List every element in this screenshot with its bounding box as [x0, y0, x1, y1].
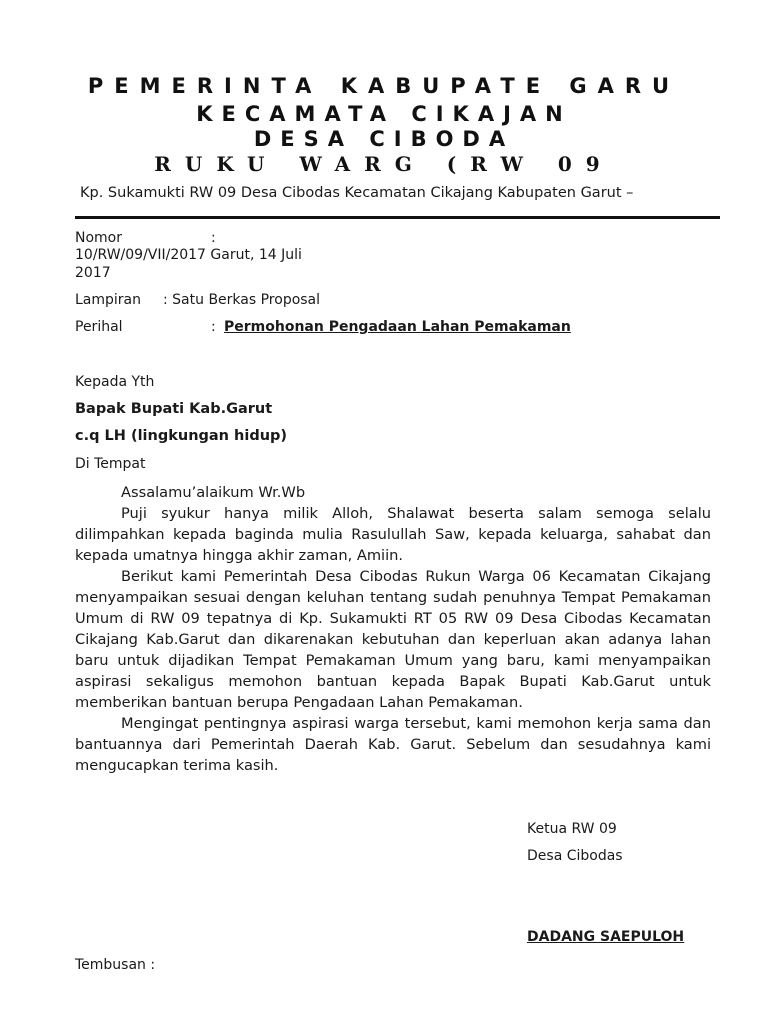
body-paragraph-2: Berikut kami Pemerintah Desa Cibodas Rukun Warga 06 Kecamatan Cikajang menyampaikan sesuai dengan keluhan tentang sudah penuhnya Tempat Pemakaman Umum di RW 09 tepatnya di Kp. Sukamukti RT 05 RW 09 Desa Cibodas Kecamatan Cikajang Kab.Garut dan dikarenakan kebutuhan dan keperluan akan adanya lahan baru untuk dijadikan Tempat Pemakaman Umum yang baru, kami menyampaikan aspirasi sekaligus memohon bantuan kepada Bapak Bupati Kab.Garut untuk memberikan bantuan berupa Pengadaan Lahan Pemakaman. — [75, 568, 711, 711]
signature-name: DADANG SAEPULOH — [527, 929, 685, 945]
signature-org: Desa Cibodas — [527, 848, 623, 864]
greeting: Assalamu’alaikum Wr.Wb — [121, 484, 306, 501]
letterhead-divider — [75, 216, 720, 219]
body-paragraph-3: Mengingat pentingnya aspirasi warga tersebut, kami memohon kerja sama dan bantuannya dari Pemerintah Daerah Kab. Garut. Sebelum dan sesudahnya kami mengucapkan terima kasih. — [75, 715, 711, 774]
kepada-yth: Kepada Yth — [75, 374, 155, 390]
letterhead-address: Kp. Sukamukti RW 09 Desa Cibodas Kecamatan Cikajang Kabupaten Garut – — [80, 185, 634, 201]
letterhead-line-1: PEMERINTA KABUPATE GARU — [87, 74, 681, 98]
tembusan-label: Tembusan : — [75, 957, 156, 973]
nomor-value-line-2: 2017 — [75, 265, 111, 281]
body-paragraph-1: Puji syukur hanya milik Alloh, Shalawat beserta salam semoga selalu dilimpahkan kepada baginda mulia Rasulullah Saw, kepada keluarga, sahabat dan kepada umatnya hingga akhir zaman, Amiin. — [75, 505, 711, 564]
recipient-cq: c.q LH (lingkungan hidup) — [75, 428, 288, 444]
lampiran-label: Lampiran — [75, 292, 142, 308]
nomor-value-line-1: 10/RW/09/VII/2017 Garut, 14 Juli — [75, 247, 302, 263]
letterhead-line-3: DESA CIBODA — [253, 127, 515, 151]
nomor-colon: : — [211, 230, 216, 246]
perihal-colon: : — [211, 319, 216, 335]
di-tempat: Di Tempat — [75, 456, 146, 472]
perihal-value: Permohonan Pengadaan Lahan Pemakaman — [224, 319, 571, 335]
letterhead-line-4: RUKU WARG (RW 09 — [154, 152, 614, 176]
letter-body — [75, 482, 711, 776]
recipient-name: Bapak Bupati Kab.Garut — [75, 401, 273, 417]
perihal-label: Perihal — [75, 319, 123, 335]
nomor-label: Nomor — [75, 230, 122, 246]
signature-title: Ketua RW 09 — [527, 821, 617, 837]
lampiran-value: : Satu Berkas Proposal — [163, 292, 321, 308]
letterhead-line-2: KECAMATA CIKAJAN — [196, 102, 572, 126]
